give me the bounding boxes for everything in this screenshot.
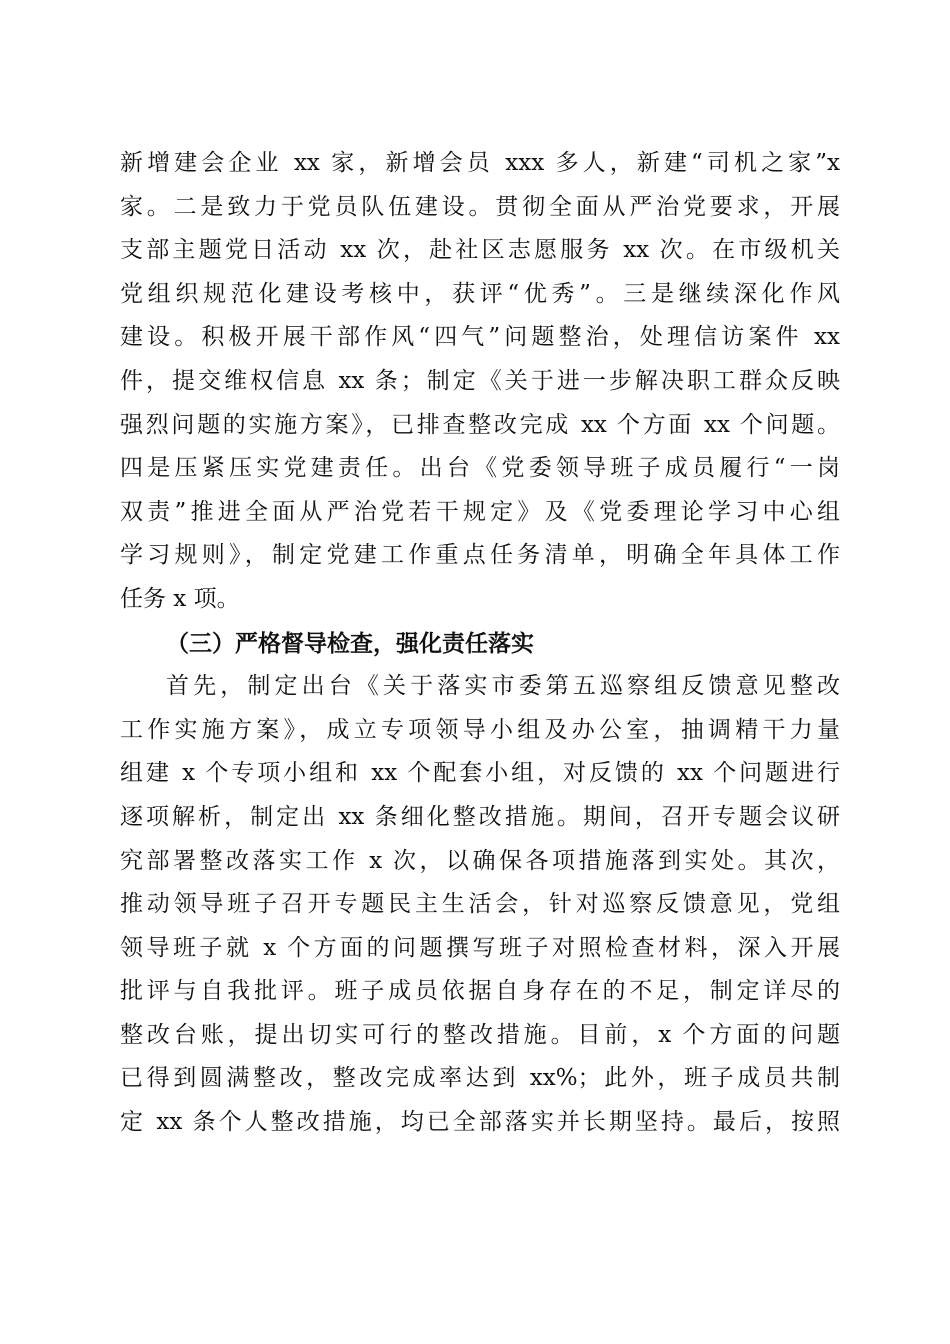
text-line: 推动领导班子召开专题民主生活会，针对巡察反馈意见，党组 xyxy=(120,891,840,918)
text-line: 逐项解析，制定出 xx 条细化整改措施。期间，召开专题会议研 xyxy=(120,803,840,830)
text-line: 领导班子就 x 个方面的问题撰写班子对照检查材料，深入开展 xyxy=(120,934,840,961)
text-line: 家。二是致力于党员队伍建设。贯彻全面从严治党要求，开展 xyxy=(120,193,840,220)
text-line: 定 xx 条个人整改措施，均已全部落实并长期坚持。最后，按照 xyxy=(120,1109,840,1136)
paragraph-party-building xyxy=(120,142,840,622)
text-line: 党组织规范化建设考核中，获评“优秀”。三是继续深化作风 xyxy=(120,280,840,307)
text-line: 支部主题党日活动 xx 次，赴社区志愿服务 xx 次。在市级机关 xyxy=(120,237,840,264)
text-line: 批评与自我批评。班子成员依据自身存在的不足，制定详尽的 xyxy=(120,978,840,1005)
text-line: 工作实施方案》，成立专项领导小组及办公室，抽调精干力量 xyxy=(120,716,840,743)
text-line: 强烈问题的实施方案》，已排查整改完成 xx 个方面 xx 个问题。 xyxy=(120,411,840,438)
text-line: 四是压紧压实党建责任。出台《党委领导班子成员履行“一岗 xyxy=(120,455,840,482)
text-line: 究部署整改落实工作 x 次，以确保各项措施落到实处。其次， xyxy=(120,847,840,874)
document-body xyxy=(120,142,840,1145)
text-line: 已得到圆满整改，整改完成率达到 xx%；此外，班子成员共制 xyxy=(120,1065,840,1092)
text-line: 组建 x 个专项小组和 xx 个配套小组，对反馈的 xx 个问题进行 xyxy=(120,760,840,787)
text-line: 双责”推进全面从严治党若干规定》及《党委理论学习中心组 xyxy=(120,498,840,525)
section-heading: （三）严格督导检查，强化责任落实 xyxy=(166,629,534,657)
text-line: 建设。积极开展干部作风“四气”问题整治，处理信访案件 xx xyxy=(120,324,840,351)
text-line: 学习规则》，制定党建工作重点任务清单，明确全年具体工作 xyxy=(120,542,840,569)
text-line: 任务 x 项。 xyxy=(120,585,240,612)
text-line: 新增建会企业 xx 家，新增会员 xxx 多人，新建“司机之家”x xyxy=(120,150,840,176)
paragraph-inspection xyxy=(120,665,840,1145)
text-line: 首先，制定出台《关于落实市委第五巡察组反馈意见整改 xyxy=(166,673,840,700)
text-line: 件，提交维权信息 xx 条；制定《关于进一步解决职工群众反映 xyxy=(120,367,840,394)
text-line: 整改台账，提出切实可行的整改措施。目前，x 个方面的问题 xyxy=(120,1021,840,1048)
